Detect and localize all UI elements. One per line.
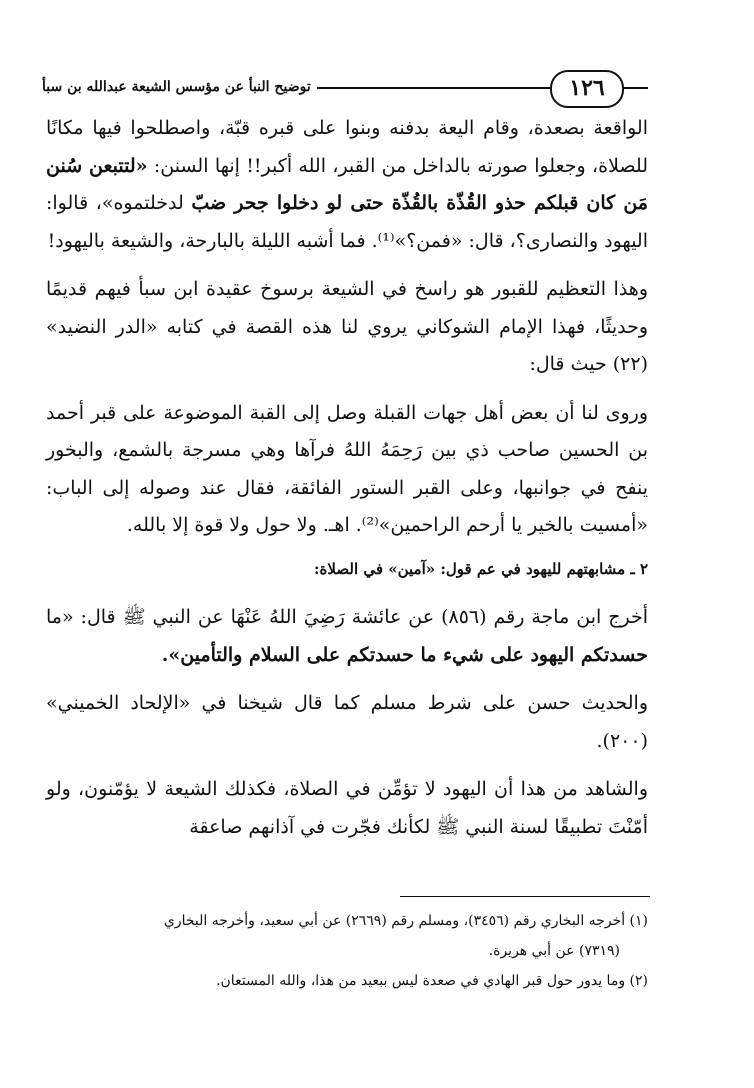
- p6-line-2: يؤمّنون، ولو أمّنْتَ تطبيقًا لسنة النبي ﷺ لكأنك فجّرت في آذانهم صاعقة: [46, 778, 648, 838]
- running-title: توضيح النبأ عن مؤسس الشيعة عبدالله بن سبأ: [36, 70, 317, 104]
- footnote-separator: [400, 896, 650, 897]
- footnote-1-line-1: (١) أخرجه البخاري رقم (٣٤٥٦)، ومسلم رقم (٢٦٦٩) عن أبي سعيد، وأخرجه البخاري: [163, 913, 648, 929]
- p2-line-1: وهذا التعظيم للقبور هو راسخ في الشيعة برسوخ عقيدة ابن سبأ فيهم: [94, 278, 648, 300]
- p3-line-2: قبر أحمد بن الحسين صاحب ذي بين رَحِمَهُ اللهُ فرآها وهي مسرجة بالشمع،: [46, 401, 648, 461]
- main-text: [46, 110, 648, 846]
- paragraph-4: [46, 599, 648, 674]
- p4-line-2-hadith: حسدتكم اليهود على شيء ما حسدتكم على السلام والتأمين».: [161, 643, 648, 666]
- p2-line-3: النضيد» (٢٢) حيث قال:: [46, 315, 648, 375]
- p3-line-3: والبخور ينفح في جوانبها، وعلى القبر الستور الفائقة، فقال عند وصوله إلى: [46, 439, 648, 499]
- section-heading: ٢ ـ مشابهتهم لليهود في عم قول: «آمين» في الصلاة:: [314, 559, 648, 578]
- running-header: [36, 70, 648, 106]
- paragraph-3: [46, 395, 648, 545]
- p2-line-2: قديمًا وحديثًا، فهذا الإمام الشوكاني يروي لنا هذه القصة في كتابه «الدر: [46, 278, 648, 338]
- paragraph-1: [46, 110, 648, 260]
- p5-line-1: والحديث حسن على شرط مسلم كما قال شيخنا في «الإلحاد الخميني»: [46, 692, 648, 714]
- paragraph-5: [46, 685, 648, 760]
- p6-line-1: والشاهد من هذا أن اليهود لا تؤمِّن في الصلاة، فكذلك الشيعة لا: [146, 778, 649, 800]
- p1-line-2: مكانًا للصلاة، وجعلوا صورته بالداخل من القبر، الله أكبر!! إنها السنن:: [46, 117, 648, 177]
- footnote-2: (٢) وما يدور حول قبر الهادي في صعدة ليس ببعيد من هذا، والله المستعان.: [216, 973, 648, 989]
- p1-line-3-hadith: «لتتبعن سُنن مَن كان قبلكم حذو القُذّة بالقُذّة حتى لو دخلوا جحر ضبّ: [46, 154, 648, 214]
- paragraph-2: [46, 271, 648, 384]
- footnote-1-continuation: (٧٣١٩) عن أبي هريرة.: [488, 943, 620, 959]
- p3-line-1: وروى لنا أن بعض أهل جهات القبلة وصل إلى القبة الموضوعة على: [123, 401, 648, 424]
- page-number: ١٢٦: [550, 70, 624, 108]
- p4-line-1: أخرج ابن ماجة رقم (٨٥٦) عن عائشة رَضِيَ اللهُ عَنْهَا عن النبي ﷺ قال: «ما: [46, 606, 648, 628]
- footnotes: [48, 906, 648, 996]
- paragraph-6: [46, 771, 648, 846]
- p5-line-2: (٢٠٠).: [596, 729, 648, 752]
- p1-line-5: بالبارحة، والشيعة باليهود!: [47, 229, 245, 252]
- footnote-1: [48, 906, 648, 936]
- p1-line-4: لدخلتموه»، قالوا: اليهود والنصارى؟، قال: «فمن؟»⁽¹⁾. فما أشبه الليلة: [46, 192, 648, 252]
- p3-line-4: الباب: «أمسيت بالخير يا أرحم الراحمين»⁽²⁾. اهـ. ولا حول ولا قوة إلا بالله.: [46, 476, 648, 536]
- p1-line-1: الواقعة بصعدة، وقام اليعة بدفنه وبنوا على قبره قبّة، واصطلحوا فيها: [92, 117, 648, 139]
